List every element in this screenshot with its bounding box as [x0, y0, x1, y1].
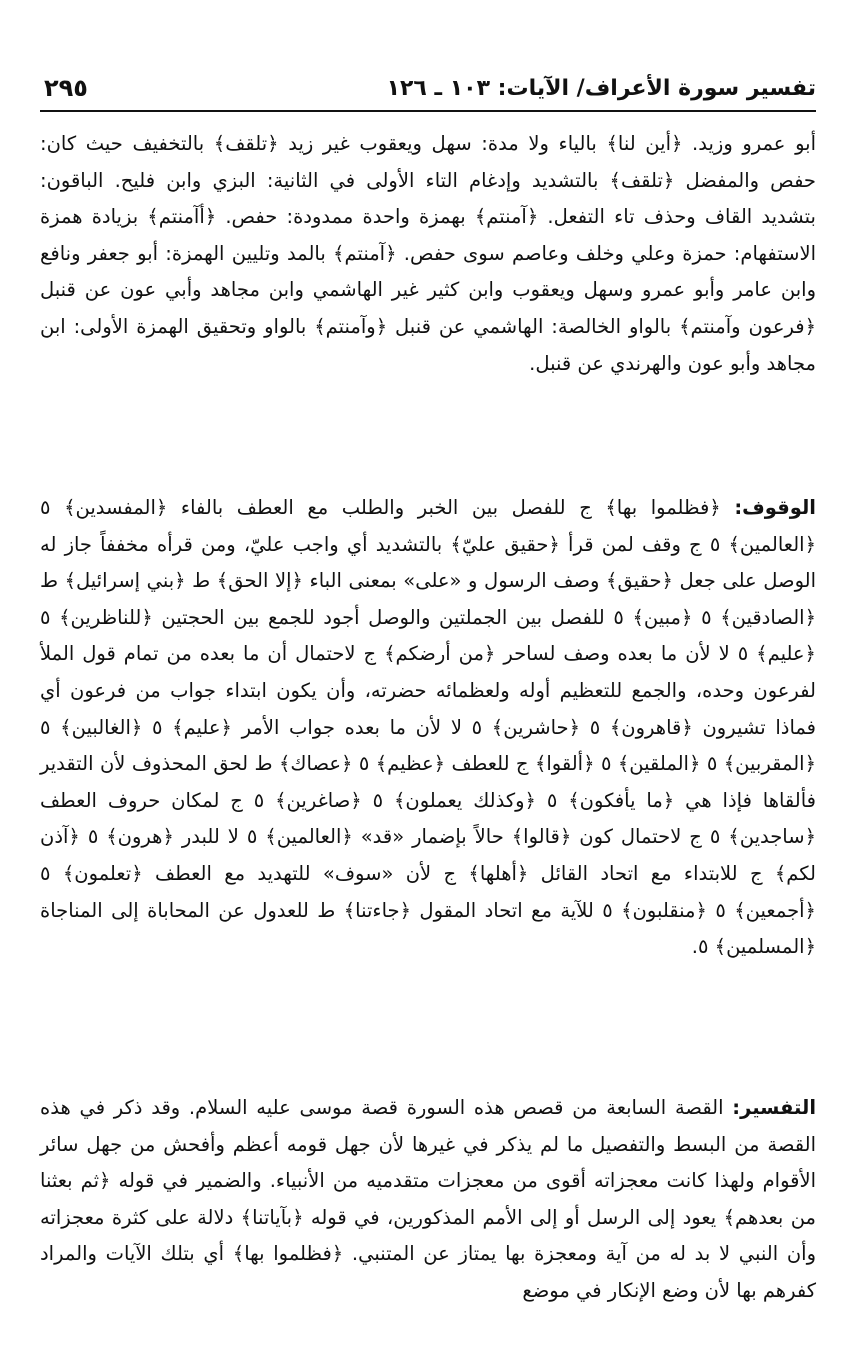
book-page [40, 60, 816, 1350]
page-number: ٢٩٥ [44, 74, 88, 102]
running-head: تفسير سورة الأعراف/ الآيات: ١٠٣ ـ ١٢٦ [386, 75, 816, 101]
readings-paragraph [40, 126, 816, 382]
waqf-section [40, 490, 816, 966]
page-header [40, 68, 816, 108]
readings-section [40, 126, 816, 382]
waqf-text: ﴿فظلموا بها﴾ ج للفصل بين الخبر والطلب مع العطف بالفاء ﴿المفسدين﴾ ٥ ﴿العالمين﴾ ٥ ج وقف لمن قرأ ﴿حقيق عليّ﴾ بالتشديد أي واجب عليّ، ومن قرأه مخففاً جاز له الوصل على جعل ﴿حقيق﴾ وصف الرسول و «على» بمعنى الباء ﴿إلا الحق﴾ ط ﴿بني إسرائيل﴾ ط ﴿الصادقين﴾ ٥ ﴿مبين﴾ ٥ للفصل بين الجملتين والوصل أجود للجمع بين الحجتين ﴿للناظرين﴾ ٥ ﴿عليم﴾ ٥ لا لأن ما بعده وصف لساحر ﴿من أرضكم﴾ ج لاحتمال أن ما بعده من تمام قول الملأ لفرعون وحده، والجمع للتعظيم أوله ولعظمائه حضرته، وأن يكون ابتداء جواب من فرعون أي فماذا تشيرون ﴿قاهرون﴾ ٥ ﴿حاشرين﴾ ٥ لا لأن ما بعده جواب الأمر ﴿عليم﴾ ٥ ﴿الغالبين﴾ ٥ ﴿المقربين﴾ ٥ ﴿الملقين﴾ ٥ ﴿ألقوا﴾ ج للعطف ﴿عظيم﴾ ٥ ﴿عصاك﴾ ط لحق المحذوف لأن التقدير فألقاها فإذا هي ﴿ما يأفكون﴾ ٥ ﴿وكذلك يعملون﴾ ٥ ﴿صاغرين﴾ ٥ ج لمكان حروف العطف ﴿ساجدين﴾ ٥ ج لاحتمال كون ﴿قالوا﴾ حالاً بإضمار «قد» ﴿العالمين﴾ ٥ لا للبدر ﴿هرون﴾ ٥ ﴿آذن لكم﴾ ج للابتداء مع اتحاد القائل ﴿أهلها﴾ ج لأن «سوف» للتهديد مع العطف ﴿تعلمون﴾ ٥ ﴿أجمعين﴾ ٥ ﴿منقلبون﴾ ٥ للآية مع اتحاد المقول ﴿جاءتنا﴾ ط للعدول عن المحاباة إلى المناجاة ﴿المسلمين﴾ ٥. [40, 496, 817, 959]
tafsir-text: القصة السابعة من قصص هذه السورة قصة موسى عليه السلام. وقد ذكر في هذه القصة من البسط والتفصيل ما لم يذكر في غيرها لأن جهل قومه أعظم وأفحش من جهل سائر الأقوام ولهذا كانت معجزاته أقوى من معجزات متقدميه من الأنبياء. والضمير في قوله ﴿ثم بعثنا من بعدهم﴾ يعود إلى الرسل أو إلى الأمم المذكورين، في قوله ﴿بآياتنا﴾ دلالة على كثرة معجزاته وأن النبي لا بد له من آية ومعجزة بها يمتاز عن المتنبي. ﴿فظلموا بها﴾ أي بتلك الآيات والمراد كفرهم بها لأن وضع الإنكار في موضع [40, 1096, 816, 1302]
tafsir-paragraph [40, 1090, 816, 1310]
waqf-label: الوقوف: [734, 496, 816, 519]
tafsir-label: التفسير: [732, 1096, 816, 1119]
waqf-paragraph [40, 490, 816, 966]
tafsir-section [40, 1090, 816, 1310]
readings-text: أبو عمرو وزيد. ﴿أين لنا﴾ بالياء ولا مدة: سهل ويعقوب غير زيد ﴿تلقف﴾ بالتخفيف حيث كان: حفص والمفضل ﴿تلقف﴾ بالتشديد وإدغام التاء الأولى في الثانية: البزي وابن فليح. الباقون: بتشديد القاف وحذف تاء التفعل. ﴿آمنتم﴾ بهمزة واحدة ممدودة: حفص. ﴿أآمنتم﴾ بزيادة همزة الاستفهام: حمزة وعلي وخلف وعاصم سوى حفص. ﴿آمنتم﴾ بالمد وتليين الهمزة: أبو جعفر ونافع وابن عامر وأبو عمرو وسهل ويعقوب وابن كثير غير الهاشمي وابن مجاهد وأبي عون عن قنبل ﴿فرعون وآمنتم﴾ بالواو الخالصة: الهاشمي عن قنبل ﴿وآمنتم﴾ بالواو وتحقيق الهمزة الأولى: ابن مجاهد وأبو عون والهرندي عن قنبل. [40, 132, 816, 375]
header-rule [40, 110, 816, 112]
